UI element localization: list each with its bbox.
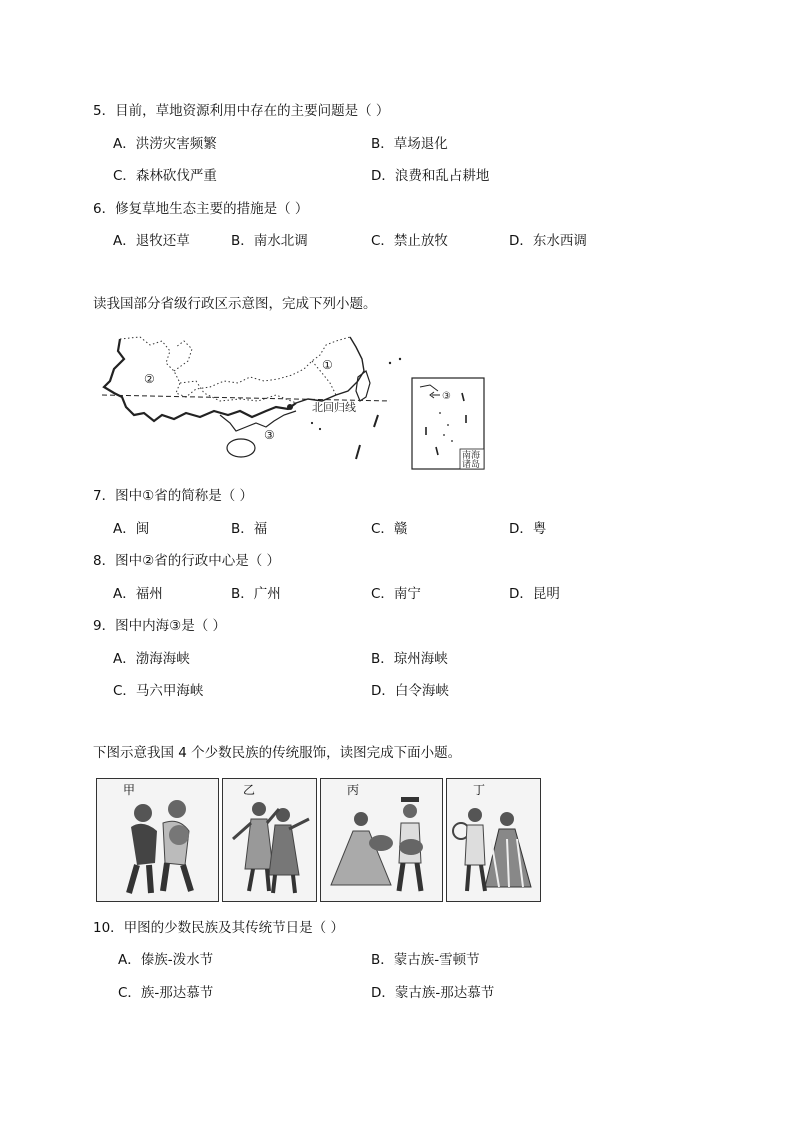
ethnic-costume-photos bbox=[96, 778, 544, 902]
island-dot bbox=[389, 362, 391, 364]
question-10-stem: 10．甲图的少数民族及其传统节日是（ ） bbox=[93, 920, 344, 936]
q9-option-d: D．白令海峡 bbox=[371, 683, 449, 699]
island-dot bbox=[319, 428, 321, 430]
island-dot bbox=[311, 422, 313, 424]
q6-option-a: A．退牧还草 bbox=[113, 233, 190, 249]
inset-caption-line2: 诸岛 bbox=[462, 460, 481, 470]
korean-dancers-illustration bbox=[321, 779, 443, 902]
q6-option-d: D．东水西调 bbox=[509, 233, 587, 249]
q7-option-c: C．赣 bbox=[371, 521, 408, 537]
photo-label-bing: 丙 bbox=[347, 783, 360, 797]
q8-option-d: D．昆明 bbox=[509, 586, 560, 602]
label-3: ③ bbox=[264, 428, 275, 442]
wrestlers-illustration bbox=[97, 779, 219, 902]
q7-option-b: B．福 bbox=[231, 521, 268, 537]
q6-option-c: C．禁止放牧 bbox=[371, 233, 448, 249]
q10-option-d: D．蒙古族-那达慕节 bbox=[371, 985, 495, 1001]
tropic-label: 北回归线 bbox=[312, 401, 356, 414]
dotted-boundary-loop bbox=[174, 341, 192, 371]
q10-option-b: B．蒙古族-雪顿节 bbox=[371, 952, 480, 968]
tibetan-dancers-illustration bbox=[223, 779, 317, 902]
q9-option-c: C．马六甲海峡 bbox=[113, 683, 204, 699]
nine-dash-line bbox=[374, 415, 378, 427]
photo-jia bbox=[96, 778, 219, 902]
label-1: ① bbox=[322, 358, 333, 372]
photo-yi bbox=[222, 778, 317, 902]
photos-intro: 下图示意我国 4 个少数民族的传统服饰，读图完成下面小题。 bbox=[93, 745, 462, 761]
q5-option-d: D．浪费和乱占耕地 bbox=[371, 168, 490, 184]
capital-dot bbox=[287, 404, 293, 410]
province-map bbox=[100, 331, 490, 473]
inset-label-3: ③ bbox=[442, 391, 451, 402]
question-7-stem: 7．图中①省的简称是（ ） bbox=[93, 488, 253, 504]
question-8-stem: 8．图中②省的行政中心是（ ） bbox=[93, 553, 280, 569]
inset-island bbox=[439, 412, 441, 414]
q7-option-a: A．闽 bbox=[113, 521, 150, 537]
q8-option-a: A．福州 bbox=[113, 586, 163, 602]
photo-label-jia: 甲 bbox=[123, 783, 136, 797]
inset-island bbox=[443, 434, 445, 436]
q8-option-c: C．南宁 bbox=[371, 586, 421, 602]
q5-option-a: A．洪涝灾害频繁 bbox=[113, 136, 217, 152]
solid-boundary bbox=[104, 339, 296, 421]
q10-option-c: C．族-那达慕节 bbox=[118, 985, 214, 1001]
q5-option-c: C．森林砍伐严重 bbox=[113, 168, 217, 184]
q8-option-b: B．广州 bbox=[231, 586, 281, 602]
hainan-outline bbox=[227, 439, 255, 457]
q10-option-a: A．傣族-泼水节 bbox=[118, 952, 214, 968]
map-intro: 读我国部分省级行政区示意图，完成下列小题。 bbox=[93, 296, 377, 312]
photo-bing bbox=[320, 778, 443, 902]
photo-label-ding: 丁 bbox=[473, 783, 486, 797]
photo-label-yi: 乙 bbox=[243, 783, 256, 797]
q7-option-d: D．粤 bbox=[509, 521, 547, 537]
q6-option-b: B．南水北调 bbox=[231, 233, 308, 249]
dotted-boundary-mid bbox=[180, 381, 296, 403]
nine-dash-line bbox=[356, 445, 360, 459]
question-6-stem: 6．修复草地生态主要的措施是（ ） bbox=[93, 201, 309, 217]
inset-island bbox=[447, 424, 449, 426]
dotted-boundary-north bbox=[120, 337, 350, 397]
q9-option-a: A．渤海海峡 bbox=[113, 651, 190, 667]
taiwan-outline bbox=[356, 371, 370, 401]
inset-island bbox=[451, 440, 453, 442]
q9-option-b: B．琼州海峡 bbox=[371, 651, 448, 667]
q5-option-b: B．草场退化 bbox=[371, 136, 448, 152]
inset-caption-line1: 南海 bbox=[462, 451, 481, 461]
photo-ding bbox=[446, 778, 541, 902]
question-5-stem: 5．目前，草地资源利用中存在的主要问题是（ ） bbox=[93, 103, 390, 119]
uyghur-dancers-illustration bbox=[447, 779, 541, 902]
label-2: ② bbox=[144, 372, 155, 386]
island-dot bbox=[399, 358, 401, 360]
question-9-stem: 9．图中内海③是（ ） bbox=[93, 618, 226, 634]
